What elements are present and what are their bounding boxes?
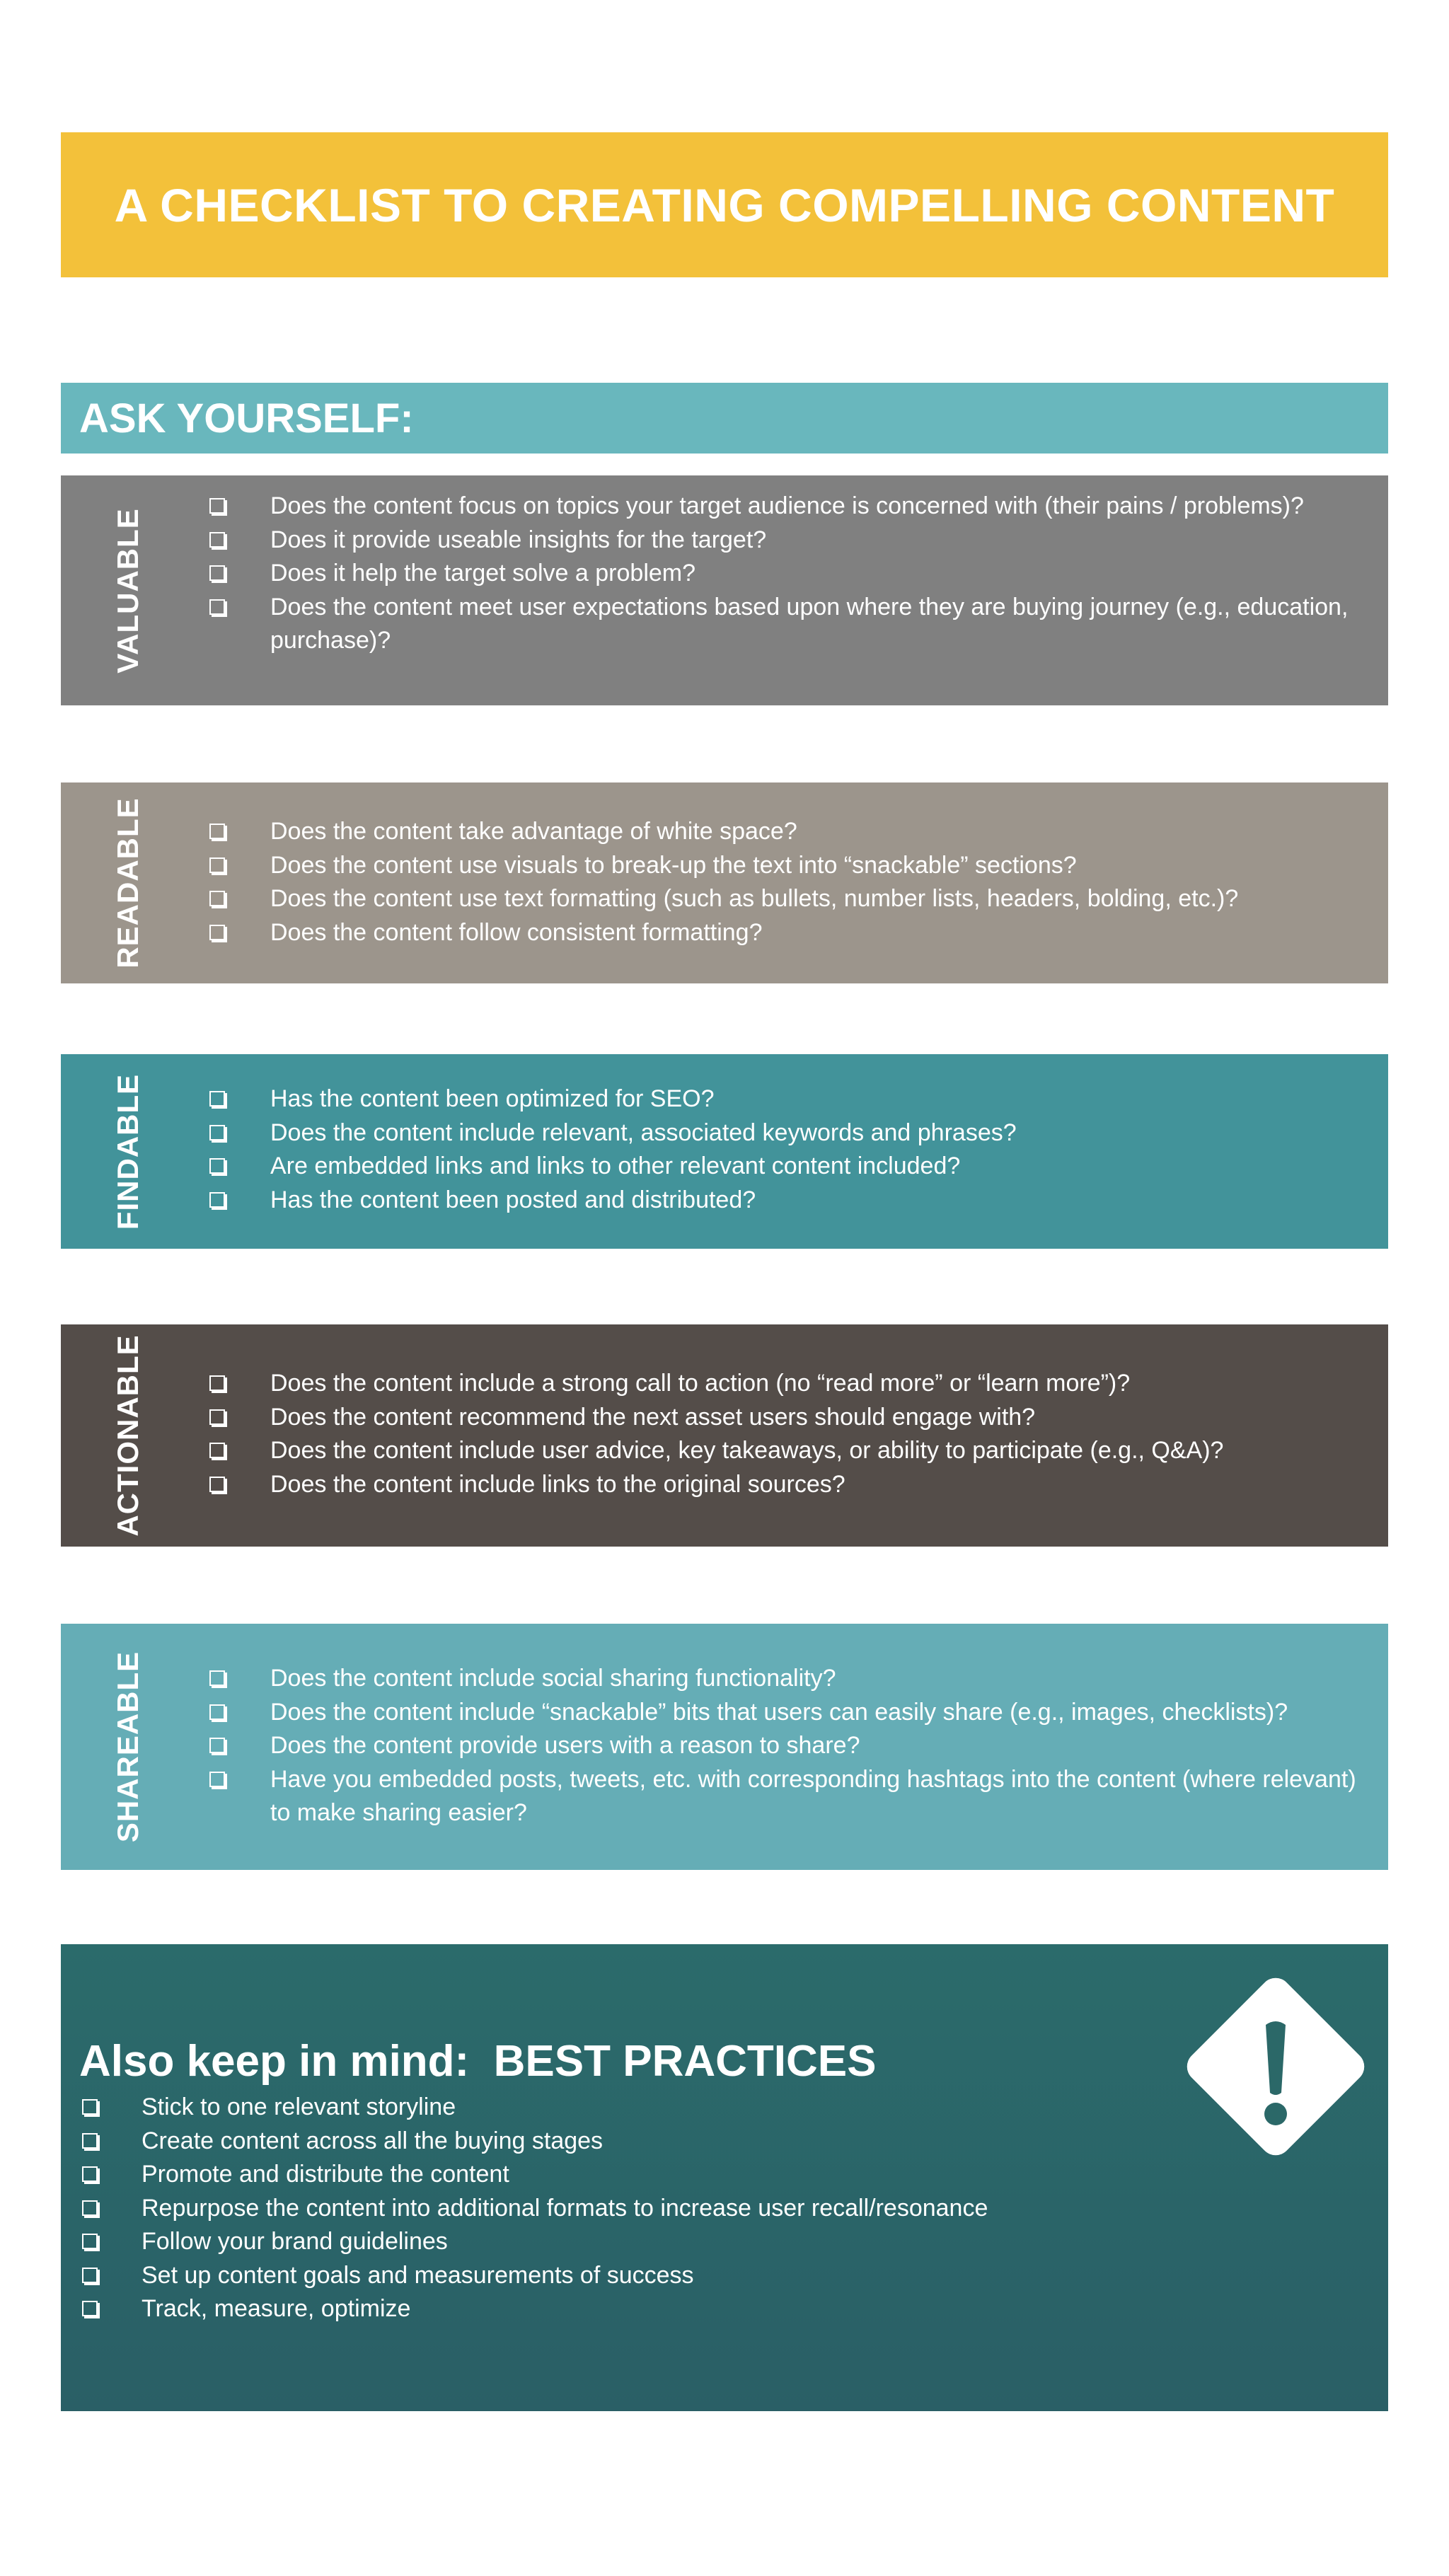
list-item: Does the content focus on topics your target audience is concerned with (their pains / problems)? — [209, 490, 1360, 524]
list-item: Promote and distribute the content — [82, 2158, 988, 2192]
checkbox-icon — [82, 2268, 98, 2283]
section-title-readable: READABLE — [111, 797, 144, 969]
checkbox-icon — [209, 565, 225, 581]
section-title-shareable: SHAREABLE — [111, 1651, 144, 1843]
best-practices-list — [82, 2091, 988, 2326]
list-item: Does the content use visuals to break-up the text into “snackable” sections? — [209, 849, 1360, 883]
list-item: Does the content include social sharing functionality? — [209, 1662, 1360, 1696]
list-item: Does the content include relevant, associated keywords and phrases? — [209, 1116, 1360, 1150]
checklist-readable — [209, 815, 1360, 949]
section-label-valuable — [61, 475, 195, 705]
section-label-findable — [61, 1054, 195, 1249]
checkbox-icon — [82, 2099, 98, 2115]
list-item: Repurpose the content into additional formats to increase user recall/resonance — [82, 2192, 988, 2226]
list-item: Track, measure, optimize — [82, 2292, 988, 2326]
section-shareable — [61, 1624, 1388, 1870]
list-item: Create content across all the buying stages — [82, 2125, 988, 2159]
section-title-valuable: VALUABLE — [111, 507, 144, 674]
checkbox-icon — [209, 1125, 225, 1140]
checkbox-icon — [209, 1670, 225, 1686]
best-practices-heading-strong: BEST PRACTICES — [493, 2037, 877, 2086]
checkbox-icon — [82, 2133, 98, 2149]
section-actionable — [61, 1324, 1388, 1547]
checklist-valuable — [209, 490, 1360, 658]
checkbox-icon — [209, 891, 225, 906]
page-title: A CHECKLIST TO CREATING COMPELLING CONTENT — [114, 178, 1335, 231]
checkbox-icon — [82, 2166, 98, 2182]
section-label-shareable — [61, 1624, 195, 1870]
checkbox-icon — [209, 1192, 225, 1208]
ask-yourself-bar — [61, 383, 1388, 454]
checkbox-icon — [209, 925, 225, 940]
list-item: Follow your brand guidelines — [82, 2225, 988, 2259]
list-item: Does the content include “snackable” bits that users can easily share (e.g., images, checklists)? — [209, 1696, 1360, 1730]
checklist-findable — [209, 1082, 1360, 1217]
checkbox-icon — [209, 1704, 225, 1720]
list-item: Does the content include links to the original sources? — [209, 1468, 1360, 1502]
list-item: Does the content include a strong call to action (no “read more” or “learn more”)? — [209, 1367, 1360, 1401]
list-item: Has the content been posted and distributed? — [209, 1184, 1360, 1218]
list-item: Does it provide useable insights for the target? — [209, 524, 1360, 558]
section-title-findable: FINDABLE — [111, 1073, 144, 1230]
title-banner — [61, 132, 1388, 277]
section-title-actionable: ACTIONABLE — [111, 1334, 144, 1537]
list-item: Have you embedded posts, tweets, etc. with corresponding hashtags into the content (where relevant) to make sharing easier? — [209, 1763, 1360, 1830]
checklist-actionable — [209, 1367, 1360, 1501]
checkbox-icon — [209, 1375, 225, 1391]
checkbox-icon — [82, 2301, 98, 2316]
best-practices-heading-prefix: Also keep in mind: — [79, 2037, 470, 2086]
list-item: Does the content use text formatting (such as bullets, number lists, headers, bolding, etc.)? — [209, 882, 1360, 916]
checklist-shareable — [209, 1662, 1360, 1830]
ask-yourself-heading: ASK YOURSELF: — [79, 395, 414, 441]
checkbox-icon — [209, 824, 225, 839]
checkbox-icon — [209, 498, 225, 514]
section-readable — [61, 782, 1388, 983]
best-practices-heading — [79, 2036, 877, 2086]
list-item: Does the content take advantage of white space? — [209, 815, 1360, 849]
checkbox-icon — [209, 1091, 225, 1107]
exclamation-diamond-icon — [1173, 1964, 1378, 2169]
section-label-readable — [61, 782, 195, 983]
checkbox-icon — [209, 1409, 225, 1425]
checkbox-icon — [82, 2200, 98, 2216]
checkbox-icon — [209, 532, 225, 548]
list-item: Does it help the target solve a problem? — [209, 557, 1360, 591]
checkbox-icon — [209, 1443, 225, 1458]
list-item: Does the content provide users with a reason to share? — [209, 1729, 1360, 1763]
checkbox-icon — [82, 2234, 98, 2249]
section-findable — [61, 1054, 1388, 1249]
checkbox-icon — [209, 1158, 225, 1174]
list-item: Does the content meet user expectations based upon where they are buying journey (e.g., education, purchase)? — [209, 591, 1360, 658]
section-valuable — [61, 475, 1388, 705]
checkbox-icon — [209, 857, 225, 873]
section-label-actionable — [61, 1324, 195, 1547]
list-item: Are embedded links and links to other relevant content included? — [209, 1150, 1360, 1184]
checkbox-icon — [209, 599, 225, 615]
list-item: Does the content follow consistent formatting? — [209, 916, 1360, 950]
list-item: Has the content been optimized for SEO? — [209, 1082, 1360, 1116]
list-item: Does the content recommend the next asset users should engage with? — [209, 1401, 1360, 1435]
checkbox-icon — [209, 1738, 225, 1753]
list-item: Stick to one relevant storyline — [82, 2091, 988, 2125]
checkbox-icon — [209, 1772, 225, 1787]
list-item: Does the content include user advice, key takeaways, or ability to participate (e.g., Q&A)? — [209, 1434, 1360, 1468]
best-practices-panel — [61, 1944, 1388, 2411]
list-item: Set up content goals and measurements of success — [82, 2259, 988, 2293]
checkbox-icon — [209, 1477, 225, 1492]
